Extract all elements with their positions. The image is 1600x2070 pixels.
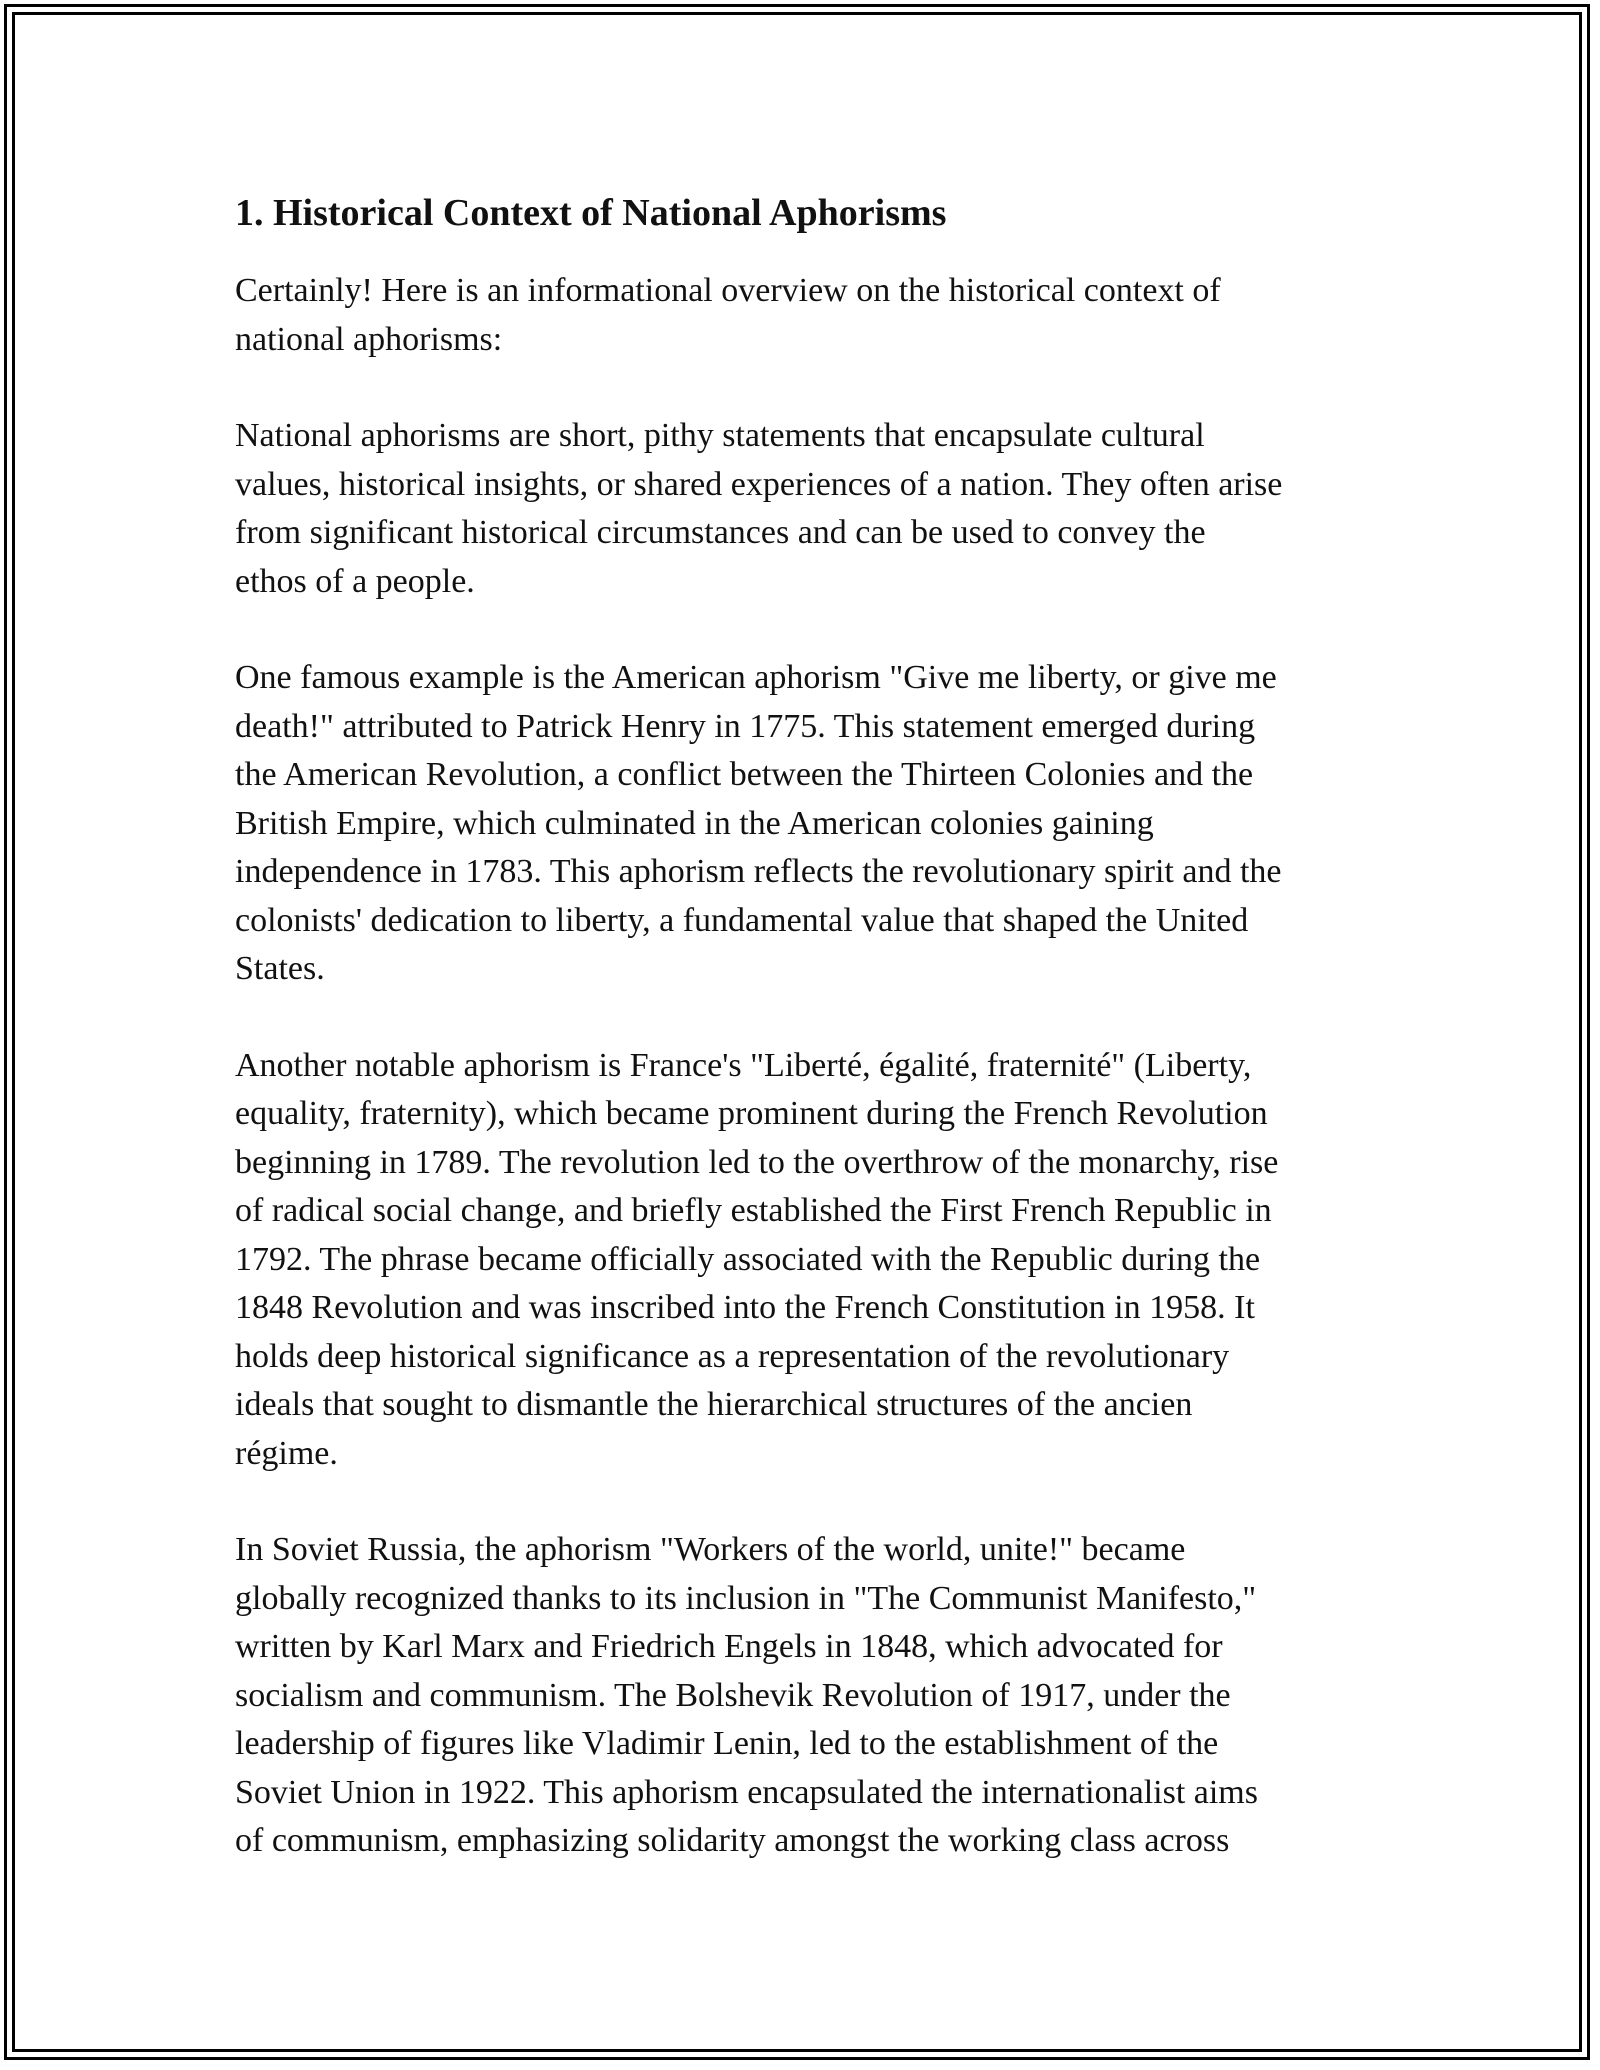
paragraph-french-example: Another notable aphorism is France's "Liberté, égalité, fraternité" (Liberty, equality, fraternity), which became prominent during the French Revolution beginning in 1789. The revolution led to the overthrow of the monarchy, rise of radical social change, and briefly established the First French Republic in 1792. The phrase became officially associated with the Republic during the 1848 Revolution and was inscribed into the French Constitution in 1958. It holds deep historical significance as a representation of the revolutionary ideals that sought to dismantle the hierarchical structures of the ancien régime.: [235, 1046, 1279, 1472]
document-body: [235, 186, 1380, 1914]
paragraph-american-example: One famous example is the American aphorism "Give me liberty, or give me death!" attributed to Patrick Henry in 1775. This statement emerged during the American Revolution, a conflict between the Thirteen Colonies and the British Empire, which culminated in the American colonies gaining independence in 1783. This aphorism reflects the revolutionary spirit and the colonists' dedication to liberty, a fundamental value that shaped the United States.: [235, 659, 1282, 987]
paragraph-intro: Certainly! Here is an informational overview on the historical context of national aphorisms:: [235, 272, 1221, 358]
paragraph-soviet-example: In Soviet Russia, the aphorism "Workers of the world, unite!" became globally recognized thanks to its inclusion in "The Communist Manifesto," written by Karl Marx and Friedrich Engels in 1848, which advocated for socialism and communism. The Bolshevik Revolution of 1917, under the leadership of figures like Vladimir Lenin, led to the establishment of the Soviet Union in 1922. This aphorism encapsulated the internationalist aims of communism, emphasizing solidarity amongst the working class across: [235, 1531, 1258, 1859]
paragraph-definition: National aphorisms are short, pithy statements that encapsulate cultural values, historical insights, or shared experiences of a nation. They often arise from significant historical circumstances and can be used to convey the ethos of a people.: [235, 417, 1283, 600]
section-heading: 1. Historical Context of National Aphorisms: [235, 192, 947, 234]
